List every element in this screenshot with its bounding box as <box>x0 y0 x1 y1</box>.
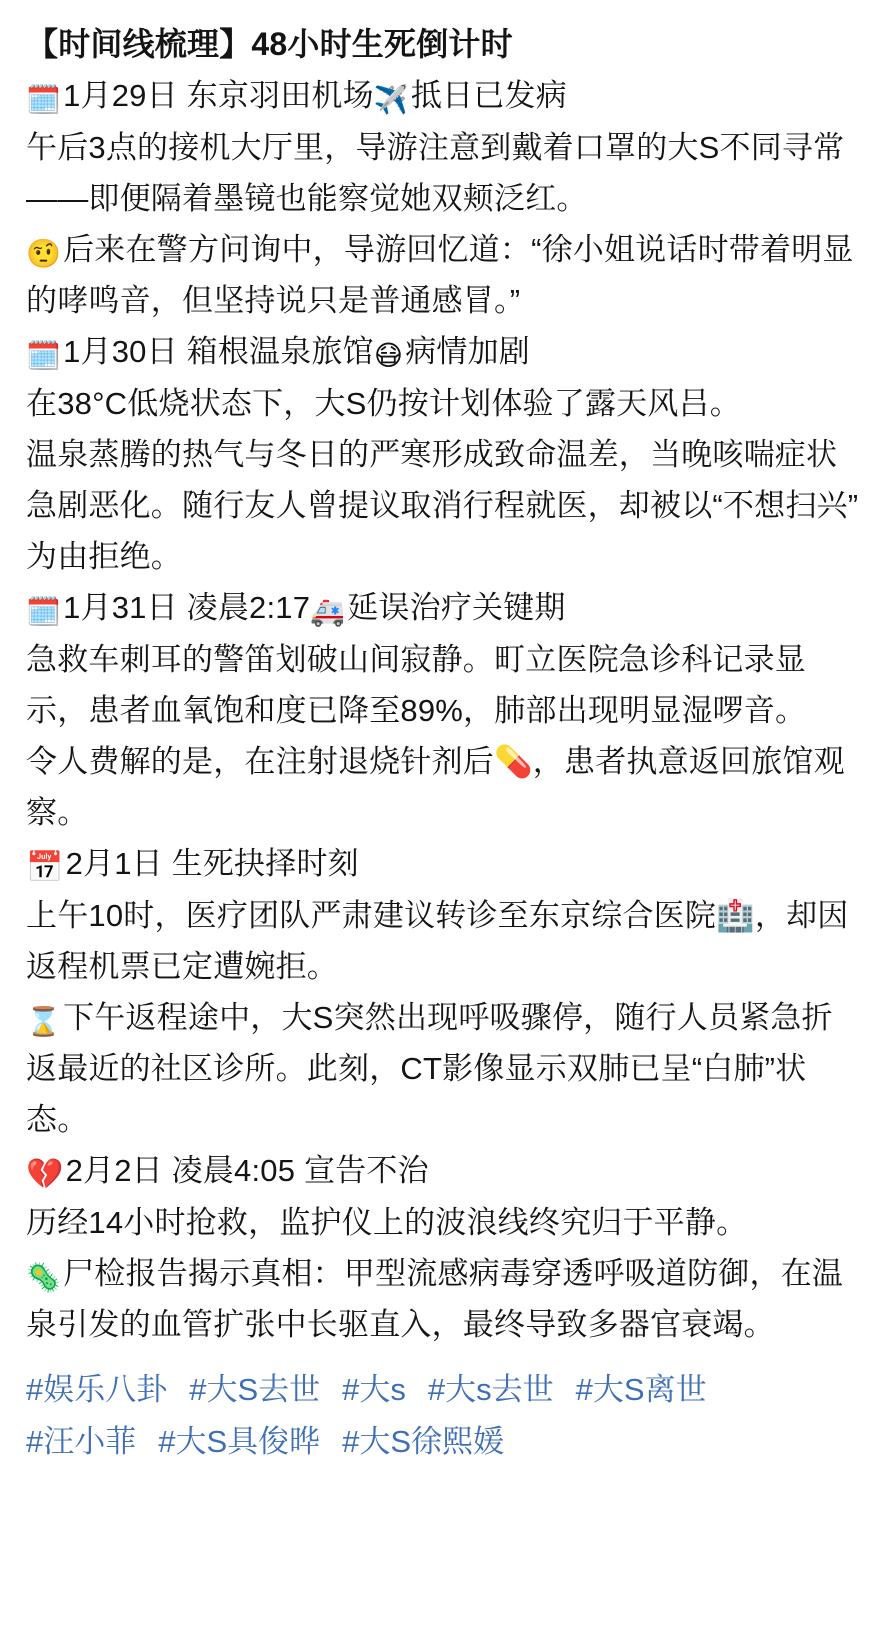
calendar-icon: 📅 <box>26 850 64 885</box>
section-heading <box>26 582 862 634</box>
section-heading-text: 1月29日 东京羽田机场 <box>63 78 374 113</box>
paragraph <box>26 224 862 326</box>
ambulance-icon: 🚑 <box>310 595 346 628</box>
paragraph <box>26 1248 862 1350</box>
hashtag[interactable]: #娱乐八卦 <box>26 1372 168 1407</box>
paragraph-text: 下午返程途中，大S突然出现呼吸骤停，随行人员紧急折返最近的社区诊所。此刻，CT影像显示双肺已呈“白肺”状态。 <box>26 1000 833 1137</box>
timeline-section <box>26 582 862 838</box>
section-heading <box>26 838 862 890</box>
paragraph-text: 历经14小时抢救，监护仪上的波浪线终究归于平静。 <box>26 1205 748 1240</box>
calendar-spiral-icon: 🗓️ <box>26 339 62 372</box>
timeline-section <box>26 326 862 582</box>
paragraph-text: 急救车刺耳的警笛划破山间寂静。町立医院急诊科记录显示，患者血氧饱和度已降至89%，肺部出现明显湿啰音。 <box>26 642 807 728</box>
paragraph-text: 温泉蒸腾的热气与冬日的严寒形成致命温差，当晚咳喘症状急剧恶化。随行友人曾提议取消行程就医，却被以“不想扫兴”为由拒绝。 <box>26 437 859 574</box>
paragraph <box>26 890 862 992</box>
broken-heart-icon: 💔 <box>26 1157 64 1192</box>
section-heading-text: 2月2日 凌晨4:05 宣告不治 <box>65 1153 429 1188</box>
section-heading-text: 1月31日 凌晨2:17 <box>63 590 311 625</box>
paragraph <box>26 429 862 582</box>
face-with-medical-mask-icon: 😷 <box>373 339 404 372</box>
face-with-raised-eyebrow-icon: 🤨 <box>26 237 62 270</box>
paragraph <box>26 378 862 429</box>
calendar-spiral-icon: 🗓️ <box>26 595 62 628</box>
hashtag[interactable]: #大s去世 <box>427 1372 554 1407</box>
timeline-section <box>26 1145 862 1350</box>
paragraph-text: 上午10时，医疗团队严肃建议转诊至东京综合医院🏥，却因返程机票已定遭婉拒。 <box>26 898 849 984</box>
hashtag[interactable]: #汪小菲 <box>26 1424 137 1459</box>
paragraph <box>26 736 862 838</box>
hashtag[interactable]: #大S具俊晔 <box>158 1424 321 1459</box>
airplane-icon: ✈️ <box>373 83 409 116</box>
timeline-section <box>26 838 862 1145</box>
calendar-spiral-icon: 🗓️ <box>26 83 62 116</box>
section-heading <box>26 1145 862 1197</box>
paragraph-text: 令人费解的是，在注射退烧针剂后💊，患者执意返回旅馆观察。 <box>26 744 845 830</box>
section-heading-text-2: 延误治疗关键期 <box>347 590 566 625</box>
paragraph <box>26 122 862 224</box>
paragraph-text: 午后3点的接机大厅里，导游注意到戴着口罩的大S不同寻常——即便隔着墨镜也能察觉她双颊泛红。 <box>26 130 845 216</box>
hashtag[interactable]: #大S徐熙媛 <box>342 1424 505 1459</box>
timeline-section <box>26 70 862 326</box>
paragraph <box>26 634 862 736</box>
hashtag[interactable]: #大S去世 <box>189 1372 321 1407</box>
paragraph <box>26 1197 862 1248</box>
hashtag-list <box>26 1364 862 1468</box>
hashtag[interactable]: #大s <box>342 1372 406 1407</box>
hashtag-row <box>26 1364 862 1416</box>
microbe-icon: 🦠 <box>26 1261 62 1294</box>
section-heading-text: 2月1日 生死抉择时刻 <box>65 846 359 881</box>
page-title: 【时间线梳理】48小时生死倒计时 <box>26 26 513 62</box>
hashtag[interactable]: #大S离世 <box>575 1372 707 1407</box>
section-heading-text-2: 抵日已发病 <box>410 78 567 113</box>
section-heading <box>26 326 862 378</box>
hashtag-row <box>26 1416 862 1468</box>
section-heading-text-2: 病情加剧 <box>405 334 531 369</box>
section-heading <box>26 70 862 122</box>
paragraph-text: 在38°C低烧状态下，大S仍按计划体验了露天风吕。 <box>26 386 741 421</box>
paragraph-text: 后来在警方问询中，导游回忆道：“徐小姐说话时带着明显的哮鸣音，但坚持说只是普通感冒。” <box>26 232 854 318</box>
paragraph <box>26 992 862 1145</box>
paragraph-text: 尸检报告揭示真相：甲型流感病毒穿透呼吸道防御，在温泉引发的血管扩张中长驱直入，最终导致多器官衰竭。 <box>26 1256 844 1342</box>
section-heading-text: 1月30日 箱根温泉旅馆 <box>63 334 374 369</box>
hourglass-icon: ⌛ <box>26 1005 62 1038</box>
